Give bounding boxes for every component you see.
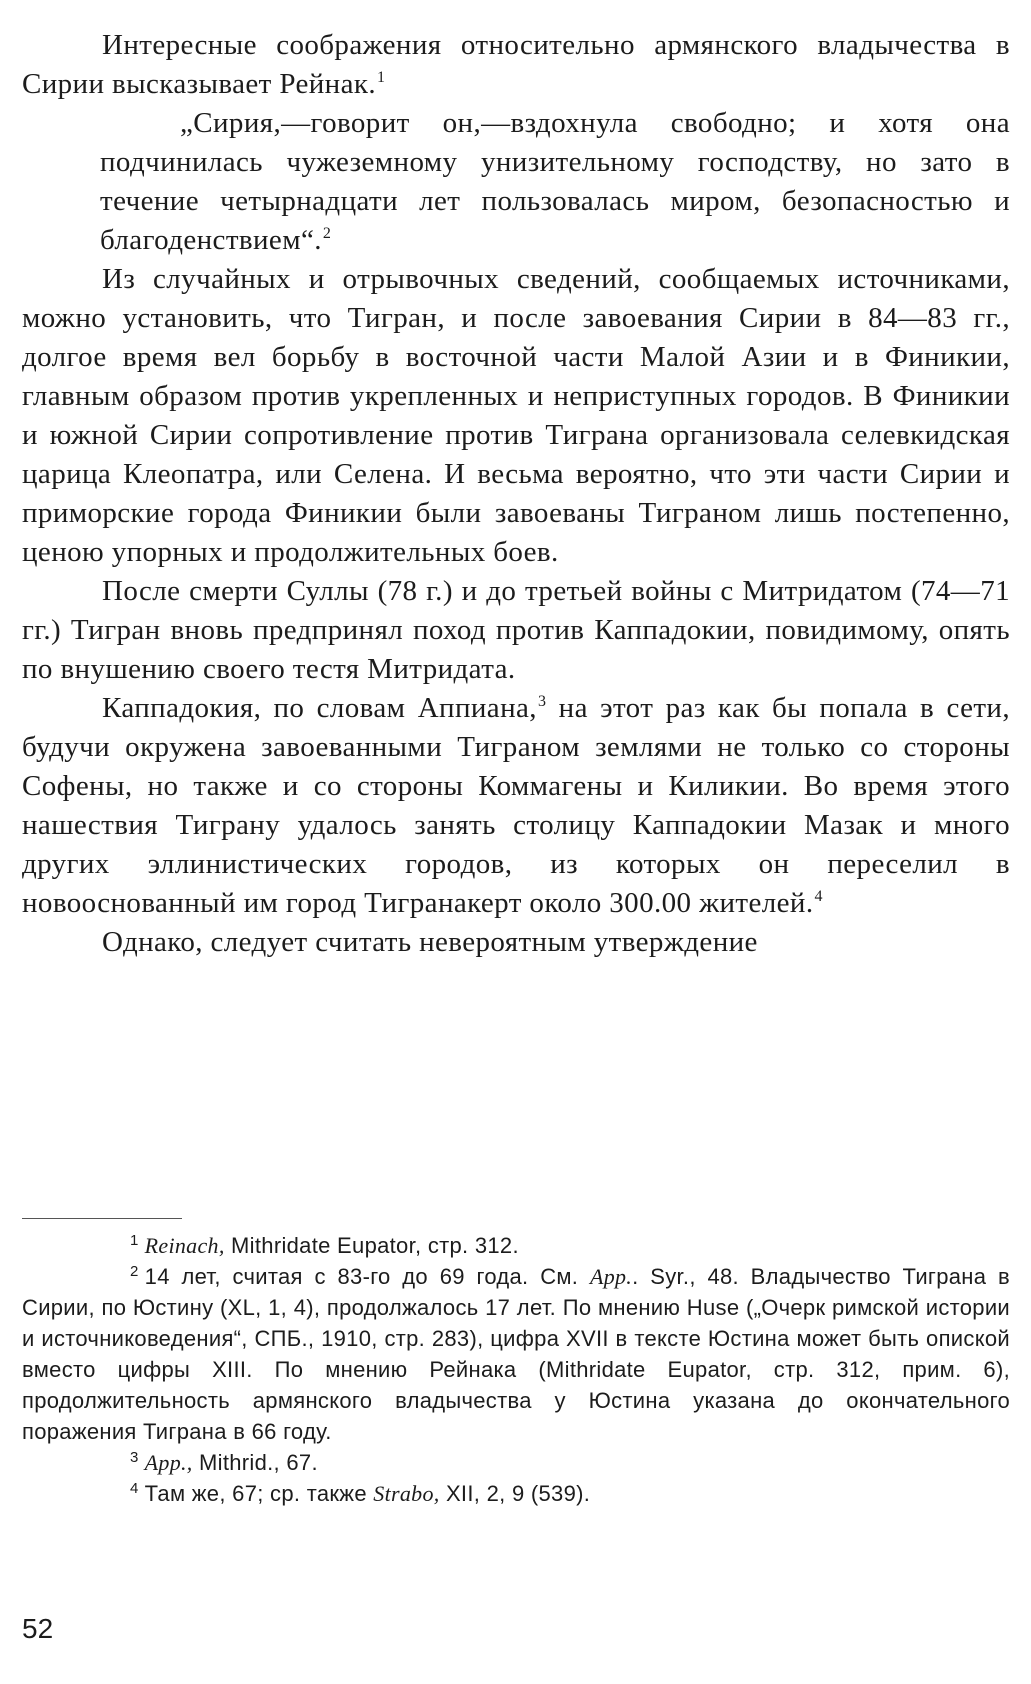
footnote-text: Mithridate Eupator, стр. 312. (224, 1233, 519, 1258)
paragraph-text: Из случайных и отрывочных сведений, сообщаемых источниками, можно установить, что Тигран, и после завоевания Сирии в 84—83 гг., долгое время вел борьбу в восточной части Малой Азии и в Финикии, главным образом против укрепленных и неприступных городов. В Финикии и южной Сирии сопротивление против Тиграна организовала селевкидская царица Клеопатра, или Селена. И весьма вероятно, что эти части Сирии и приморские города Финикии были завоеваны Тиграном лишь постепенно, ценою упорных и продолжительных боев. (22, 263, 1010, 568)
footnote-text: Mithrid., 67. (192, 1450, 318, 1475)
paragraph-text: „Сирия,—говорит он,—вздохнула свободно; и хотя она подчинилась чужеземному унизительному господству, но зато в течение четырнадцати лет пользовалась миром, безопасностью и благоденствием“. (100, 107, 1010, 256)
footnote-ref-2: 2 (322, 225, 332, 243)
paragraph-phoenicia (22, 260, 1010, 572)
footnote-ref-3: 3 (537, 693, 547, 711)
footnote-text: 14 лет, считая с 83-го до 69 года. См. (144, 1264, 590, 1289)
footnote-source: App., (144, 1450, 193, 1475)
paragraph-cappadocia (22, 689, 1010, 923)
footnote-1 (22, 1230, 1010, 1261)
footnote-text: Там же, 67; ср. также (144, 1481, 374, 1506)
paragraph-text: Каппадокия, по словам Аппиана, (102, 692, 537, 724)
paragraph-quote (100, 104, 1010, 260)
paragraph-sulla (22, 572, 1010, 689)
footnote-ref-1: 1 (377, 69, 386, 87)
page-number: 52 (22, 1613, 54, 1644)
main-text (22, 26, 1010, 962)
paragraph-text: После смерти Суллы (78 г.) и до третьей войны с Митридатом (74—71 гг.) Тигран вновь предпринял поход против Каппадокии, повидимому, опять по внушению своего тестя Митридата. (22, 575, 1010, 685)
footnote-mark: 4 (130, 1479, 139, 1497)
footnote-author: Reinach, (144, 1233, 225, 1258)
footnote-source: App. (589, 1264, 633, 1289)
paragraph-text: Однако, следует считать невероятным утверждение (102, 926, 758, 958)
footnote-mark: 3 (130, 1448, 139, 1466)
footnote-ref-4: 4 (814, 888, 823, 906)
paragraph-text: Интересные соображения относительно армянского владычества в Сирии высказывает Рейнак. (22, 29, 1010, 100)
paragraph-continuation (22, 923, 1010, 962)
footnote-3 (22, 1447, 1010, 1478)
paragraph-reinach-intro (22, 26, 1010, 104)
paragraph-text: на этот раз как бы попала в сети, будучи окружена завоеванными Тиграном землями не только со стороны Софены, но также и со стороны Коммагены и Киликии. Во время этого нашествия Тиграну удалось занять столицу Каппадокии Мазак и много других эллинистических городов, из которых он переселил в новооснованный им город Тигранакерт около 300.00 жителей. (22, 692, 1010, 919)
footnote-separator (22, 1218, 182, 1219)
footnote-mark: 2 (130, 1262, 139, 1280)
footnotes (22, 1230, 1010, 1509)
footnote-4 (22, 1478, 1010, 1509)
footnote-text: XII, 2, 9 (539). (439, 1481, 591, 1506)
footnote-text: . Syr., 48. Владычество Тиграна в Сирии, по Юстину (XL, 1, 4), продолжалось 17 лет. По мнению Huse („Очерк римской истории и источниковедения“, СПБ., 1910, стр. 283), цифра XVII в тексте Юстина может быть опиской вместо цифры XIII. По мнению Рейнака (Mithridate Eupator, стр. 312, прим. 6), продолжительность армянского владычества у Юстина указана до окончательного поражения Тиграна в 66 году. (22, 1264, 1010, 1444)
footnote-source: Strabo, (373, 1481, 440, 1506)
footnote-2 (22, 1261, 1010, 1447)
footnote-mark: 1 (130, 1231, 139, 1249)
